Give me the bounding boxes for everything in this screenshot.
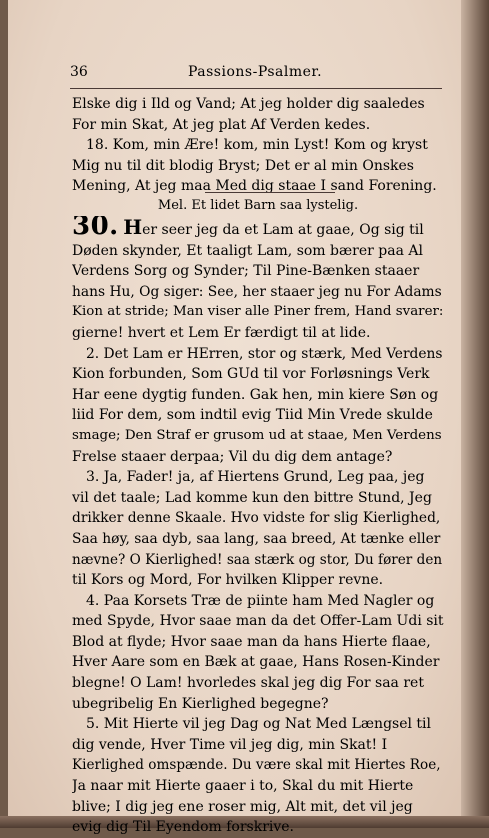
- hymn-line: 3. Ja, Fader! ja, af Hiertens Grund, Leg paa, jeg: [86, 469, 425, 486]
- hymn-line: smage; Den Straf er grusom ud at staae, Men Verdens: [72, 427, 442, 443]
- hymn-line: blive; I dig jeg ene roser mig, Alt mit, det vil jeg: [72, 798, 413, 815]
- hymn-line: Hver Aare som en Bæk at gaae, Hans Rosen-Kinder: [72, 654, 440, 671]
- hymn-number: 30.: [72, 216, 119, 241]
- hymn-line: nævne? O Kierlighed! saa stærk og stor, Du fører den: [72, 551, 443, 568]
- melody-line: Mel. Et lidet Barn saa lystelig.: [157, 198, 359, 213]
- hymn-30: [72, 216, 444, 838]
- hymn-line: Saa høy, saa dyb, saa lang, saa breed, At tænke eller: [72, 530, 441, 547]
- hymn-line: 4. Paa Korsets Træ de piinte ham Med Nagler og: [86, 592, 435, 609]
- text-line: Mening, At jeg maa Med dig staae I sand Forening.: [72, 178, 437, 194]
- hymn-line: Frelse staaer derpaa; Vil du dig dem antage?: [72, 448, 393, 465]
- hymn-line: Kion at stride; Man viser alle Piner frem, Hand svarer:: [72, 304, 444, 320]
- hymn-line: Kion forbunden, Som GUd til vor Forløsnings Verk: [72, 366, 430, 383]
- text-line: 18. Kom, min Ære! kom, min Lyst! Kom og kryst: [86, 137, 428, 153]
- hymn-line: blegne! O Lam! hvorledes skal jeg dig For saa ret: [72, 675, 424, 692]
- page-number: 36: [70, 64, 88, 80]
- header-rule: [70, 88, 442, 89]
- page-edge-right: [461, 0, 489, 828]
- hymn-line: Døden skynder, Et taaligt Lam, som bærer paa Al: [72, 242, 423, 259]
- hymn-first-line: [72, 216, 444, 241]
- hymn-line: til Kors og Mord, For hvilken Klipper revne.: [72, 572, 384, 589]
- drop-initial: H: [123, 216, 143, 239]
- hymn-line: Blod at flyde; Hvor saae man da hans Hierte flaae,: [72, 633, 431, 650]
- text-line: Mig nu til dit blodig Bryst; Det er al min Onskes: [72, 157, 414, 174]
- hymn-line: med Spyde, Hvor saae man da det Offer-Lam Udi sit: [72, 613, 444, 630]
- hymn-line: vil det taale; Lad komme kun den bittre Stund, Jeg: [72, 489, 432, 506]
- continued-text: [72, 94, 444, 197]
- hymn-lines: [72, 241, 444, 838]
- hymn-line: Verdens Sorg og Synder; Til Pine-Bænken staaer: [72, 263, 420, 280]
- hymn-line: Kierlighed omspænde. Du være skal mit Hiertes Roe,: [72, 757, 441, 774]
- hymn-line: liid For dem, som indtil evig Tiid Min Vrede skulde: [72, 407, 433, 424]
- hymn-line: dig vende, Hver Time vil jeg dig, min Skat! I: [72, 736, 388, 753]
- hymn-line: ubegribelig En Kierlighed begegne?: [72, 695, 329, 712]
- running-head: [70, 64, 440, 84]
- hymn-line: hans Hu, Og siger: See, her staaer jeg nu For Adams: [72, 283, 442, 300]
- hymn-line: 2. Det Lam er HErren, stor og stærk, Med Verdens: [86, 345, 443, 362]
- hymn-line: Ja naar mit Hierte gaaer i to, Skal du mit Hierte: [72, 778, 414, 795]
- text-line: For min Skat, At jeg plat Af Verden kedes.: [72, 116, 371, 133]
- text-line: Elske dig i Ild og Vand; At jeg holder dig saaledes: [72, 96, 425, 112]
- hymn-line: gierne! hvert et Lem Er færdigt til at lide.: [72, 324, 371, 341]
- hymn-line: 5. Mit Hierte vil jeg Dag og Nat Med Længsel til: [86, 716, 432, 733]
- hymn-line: drikker denne Skaale. Hvo vidste for slig Kierlighed,: [72, 510, 441, 527]
- running-title: Passions-Psalmer.: [187, 64, 323, 80]
- hymn-line: Har eene dygtig funden. Gak hen, min kiere Søn og: [72, 386, 439, 403]
- hymn-line: evig dig Til Eyendom forskrive.: [72, 819, 295, 836]
- melody-rule: [205, 192, 335, 193]
- first-line-text: er seer jeg da et Lam at gaae, Og sig til: [142, 222, 424, 238]
